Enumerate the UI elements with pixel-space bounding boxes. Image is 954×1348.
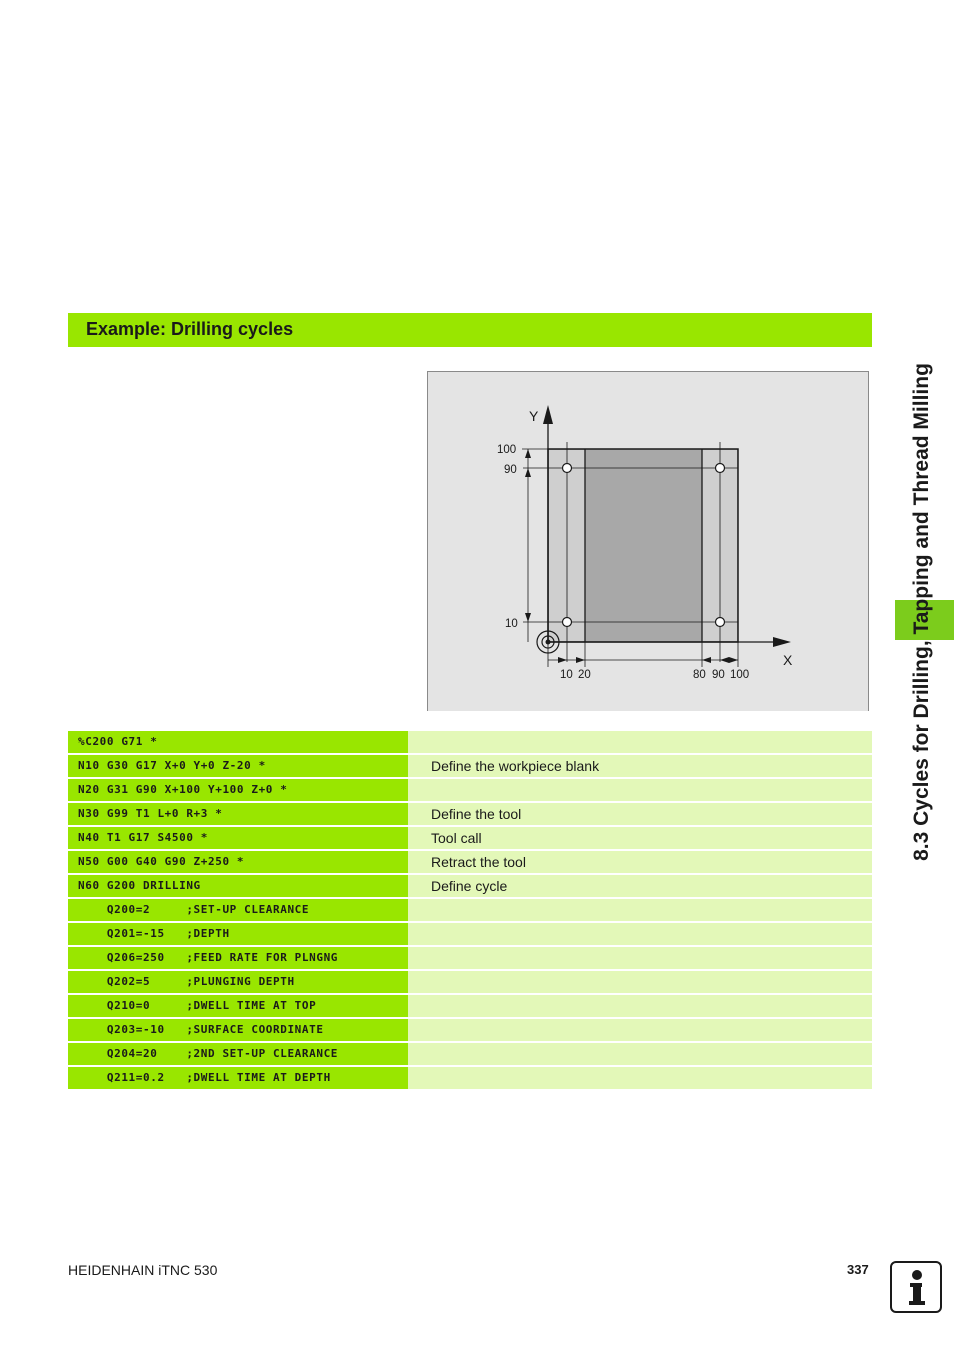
- hole-bottom-left: [563, 618, 572, 627]
- description-cell: [408, 995, 872, 1017]
- program-row: [68, 1067, 872, 1089]
- program-row: [68, 803, 872, 825]
- x-tick-10: 10: [560, 669, 573, 681]
- description-cell: [408, 947, 872, 969]
- x-tick-100: 100: [730, 669, 750, 681]
- code-cell: N10 G30 G17 X+0 Y+0 Z-20 *: [68, 755, 408, 777]
- description-cell: [408, 779, 872, 801]
- program-row: [68, 1019, 872, 1041]
- program-row: [68, 899, 872, 921]
- code-cell: N60 G200 DRILLING: [68, 875, 408, 897]
- x-tick-90: 90: [712, 669, 725, 681]
- y-tick-90: 90: [504, 464, 517, 476]
- code-cell: Q203=-10 ;SURFACE COORDINATE: [68, 1019, 408, 1041]
- y-tick-10: 10: [505, 618, 518, 630]
- hole-bottom-right: [716, 618, 725, 627]
- code-cell: Q200=2 ;SET-UP CLEARANCE: [68, 899, 408, 921]
- x-tick-20: 20: [578, 669, 591, 681]
- footer-product-name: HEIDENHAIN iTNC 530: [68, 1262, 218, 1278]
- code-cell: N40 T1 G17 S4500 *: [68, 827, 408, 849]
- code-cell: Q204=20 ;2ND SET-UP CLEARANCE: [68, 1043, 408, 1065]
- code-cell: N20 G31 G90 X+100 Y+100 Z+0 *: [68, 779, 408, 801]
- code-cell: Q211=0.2 ;DWELL TIME AT DEPTH: [68, 1067, 408, 1089]
- y-axis-label: Y: [529, 408, 539, 424]
- program-row: [68, 1043, 872, 1065]
- program-row: [68, 755, 872, 777]
- program-row: [68, 971, 872, 993]
- code-cell: Q202=5 ;PLUNGING DEPTH: [68, 971, 408, 993]
- description-cell: [408, 1043, 872, 1065]
- hole-top-right: [716, 464, 725, 473]
- description-cell: [408, 1019, 872, 1041]
- description-cell: [408, 923, 872, 945]
- code-cell: N50 G00 G40 G90 Z+250 *: [68, 851, 408, 873]
- description-cell: Define the tool: [408, 803, 872, 825]
- info-icon: [890, 1261, 942, 1313]
- code-cell: N30 G99 T1 L+0 R+3 *: [68, 803, 408, 825]
- description-cell: Define the workpiece blank: [408, 755, 872, 777]
- section-title: Example: Drilling cycles: [86, 319, 294, 339]
- description-cell: [408, 899, 872, 921]
- x-tick-80: 80: [693, 669, 706, 681]
- program-row: [68, 995, 872, 1017]
- y-tick-100: 100: [497, 444, 517, 456]
- program-row: [68, 875, 872, 897]
- program-row: [68, 923, 872, 945]
- program-row: [68, 779, 872, 801]
- workpiece-right-strip: [702, 450, 737, 641]
- program-row: [68, 731, 872, 753]
- code-cell: Q206=250 ;FEED RATE FOR PLNGNG: [68, 947, 408, 969]
- description-cell: Define cycle: [408, 875, 872, 897]
- page-number: 337: [847, 1262, 869, 1277]
- section-header: [68, 313, 872, 347]
- drilling-diagram: [427, 371, 869, 711]
- description-cell: [408, 731, 872, 753]
- chapter-title: 8.3 Cycles for Drilling, Tapping and Thread Milling: [910, 363, 933, 861]
- nc-program-table: [68, 731, 872, 1091]
- program-row: [68, 947, 872, 969]
- description-cell: [408, 971, 872, 993]
- program-row: [68, 851, 872, 873]
- code-cell: Q210=0 ;DWELL TIME AT TOP: [68, 995, 408, 1017]
- description-cell: Tool call: [408, 827, 872, 849]
- hole-top-left: [563, 464, 572, 473]
- program-row: [68, 827, 872, 849]
- description-cell: Retract the tool: [408, 851, 872, 873]
- description-cell: [408, 1067, 872, 1089]
- x-axis-label: X: [783, 652, 793, 668]
- code-cell: Q201=-15 ;DEPTH: [68, 923, 408, 945]
- drilling-diagram-svg: [428, 372, 870, 712]
- code-cell: %C200 G71 *: [68, 731, 408, 753]
